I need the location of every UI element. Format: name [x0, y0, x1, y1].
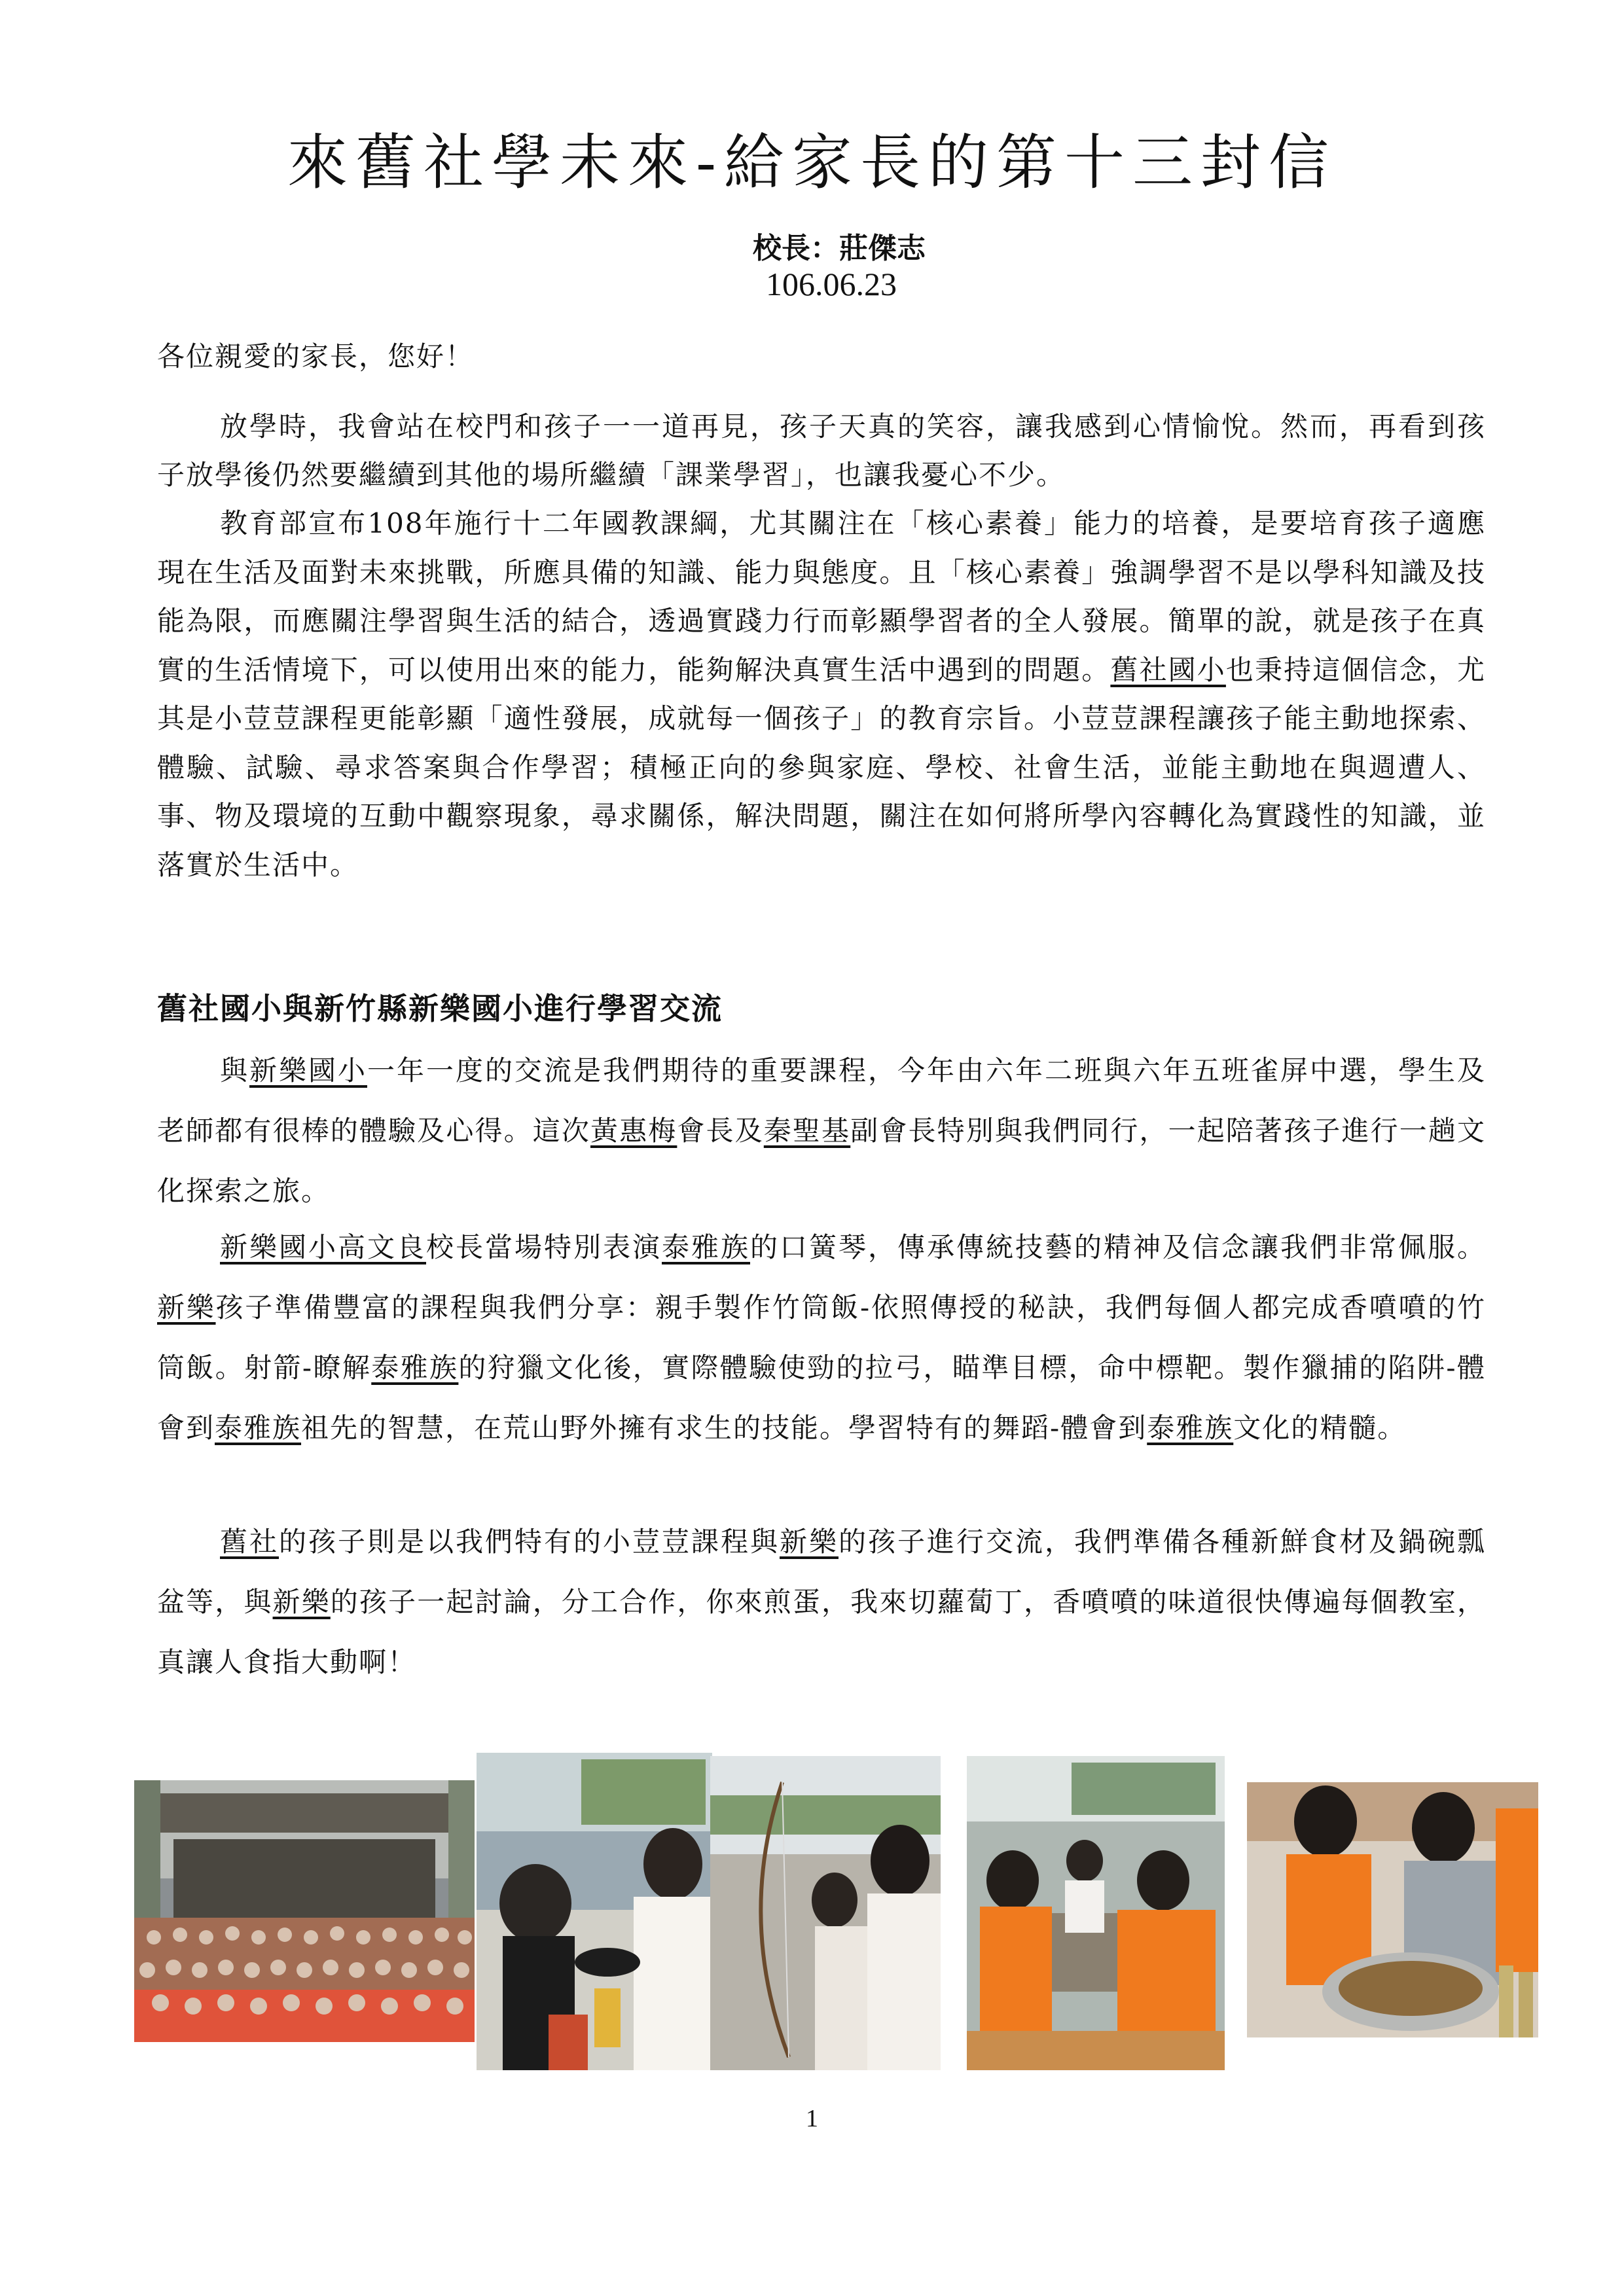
text-run: 的口簧琴，傳承傳統技藝的精神及信念讓我們非常佩服。 [750, 1231, 1486, 1263]
tribe-name: 泰雅族 [1147, 1412, 1234, 1444]
person-name: 秦聖基 [763, 1115, 851, 1147]
school-name: 新樂 [157, 1291, 216, 1323]
school-name: 新樂 [779, 1526, 839, 1558]
text-run: 文化的精髓。 [1233, 1412, 1407, 1444]
text-run: 孩子準備豐富的課程與我們分享：親手製作竹筒飯-依照傳授的秘訣，我們每個人都完成香噴噴的竹筒飯。射箭-瞭解 [157, 1291, 1486, 1384]
person-name: 黃惠梅 [590, 1115, 677, 1147]
text-run: 的孩子一起討論，分工合作，你來煎蛋，我來切蘿蔔丁，香噴噴的味道很快傳遍每個教室，真讓人食指大動啊！ [157, 1586, 1486, 1678]
tribe-name: 泰雅族 [662, 1231, 750, 1263]
text-run: 與 [220, 1054, 249, 1086]
tribe-name: 泰雅族 [371, 1352, 459, 1384]
bamboo-rice-photo [1247, 1782, 1538, 2037]
text-run: 副會長特別與我們同行，一起陪著孩子進行一趟文化探索之旅。 [157, 1115, 1486, 1207]
cooking-photo [477, 1753, 712, 2070]
page-number: 1 [806, 2105, 818, 2132]
author-line: 校長：莊傑志 [753, 232, 926, 265]
text-run: 的孩子進行交流，我們準備各種新鮮食材及鍋碗瓢盆等，與 [157, 1526, 1486, 1618]
school-name: 新樂國小 [220, 1231, 338, 1263]
text-run: 祖先的智慧，在荒山野外擁有求生的技能。學習特有的舞蹈-體會到 [301, 1412, 1147, 1444]
school-name: 新樂國小 [249, 1054, 367, 1086]
paragraph-1: 放學時，我會站在校門和孩子一一道再見，孩子天真的笑容，讓我感到心情愉悅。然而，再看到孩子放學後仍然要繼續到其他的場所繼續「課業學習」，也讓我憂心不少。 [157, 410, 1486, 491]
paragraph-4 [157, 1217, 1486, 1458]
archery-photo [710, 1756, 941, 2070]
greeting: 各位親愛的家長，您好！ [157, 340, 475, 372]
school-name: 新樂 [272, 1586, 331, 1618]
text-run: 的孩子則是以我們特有的小荳荳課程與 [279, 1526, 780, 1558]
paragraph-5 [157, 1512, 1486, 1693]
text-run: 會長及 [677, 1115, 764, 1147]
letter-date: 106.06.23 [766, 266, 897, 302]
text-run: 一年一度的交流是我們期待的重要課程，今年由六年二班與六年五班雀屏中選，學生及老師都有很棒的體驗及心得。這次 [157, 1054, 1486, 1147]
paragraph-3 [157, 1041, 1486, 1221]
school-name: 舊社 [220, 1526, 279, 1558]
paragraph-2 [157, 499, 1486, 889]
text-run: 也秉持這個信念，尤其是小荳荳課程更能彰顯「適性發展，成就每一個孩子」的教育宗旨。小荳荳課程讓孩子能主動地探索、體驗、試驗、尋求答案與合作學習；積極正向的參與家庭、學校、社會生活，並能主動地在與週遭人、事、物及環境的互動中觀察現象，尋求關係，解決問題，關注在如何將所學內容轉化為實踐性的知識，並落實於生活中。 [157, 653, 1486, 881]
section-heading: 舊社國小與新竹縣新樂國小進行學習交流 [157, 991, 723, 1026]
school-name: 舊社國小 [1110, 653, 1226, 686]
text-run: 校長當場特別表演 [426, 1231, 662, 1263]
person-name: 高文良 [338, 1231, 426, 1263]
group-photo [134, 1780, 475, 2042]
text-run: 的狩獵文化後，實際體驗使勁的拉弓，瞄準目標，命中標靶。製作獵捕的陷阱-體會到 [157, 1352, 1486, 1444]
classroom-photo [967, 1756, 1225, 2070]
tribe-name: 泰雅族 [215, 1412, 302, 1444]
text-run: 教育部宣布108年施行十二年國教課綱，尤其關注在「核心素養」能力的培養，是要培育孩子適應現在生活及面對未來挑戰，所應具備的知識、能力與態度。且「核心素養」強調學習不是以學科知識及技能為限，而應關注學習與生活的結合，透過實踐力行而彰顯學習者的全人發展。簡單的說，就是孩子在真實的生活情境下，可以使用出來的能力，能夠解決真實生活中遇到的問題。 [157, 507, 1486, 686]
letter-title: 來舊社學未來-給家長的第十三封信 [287, 128, 1337, 198]
